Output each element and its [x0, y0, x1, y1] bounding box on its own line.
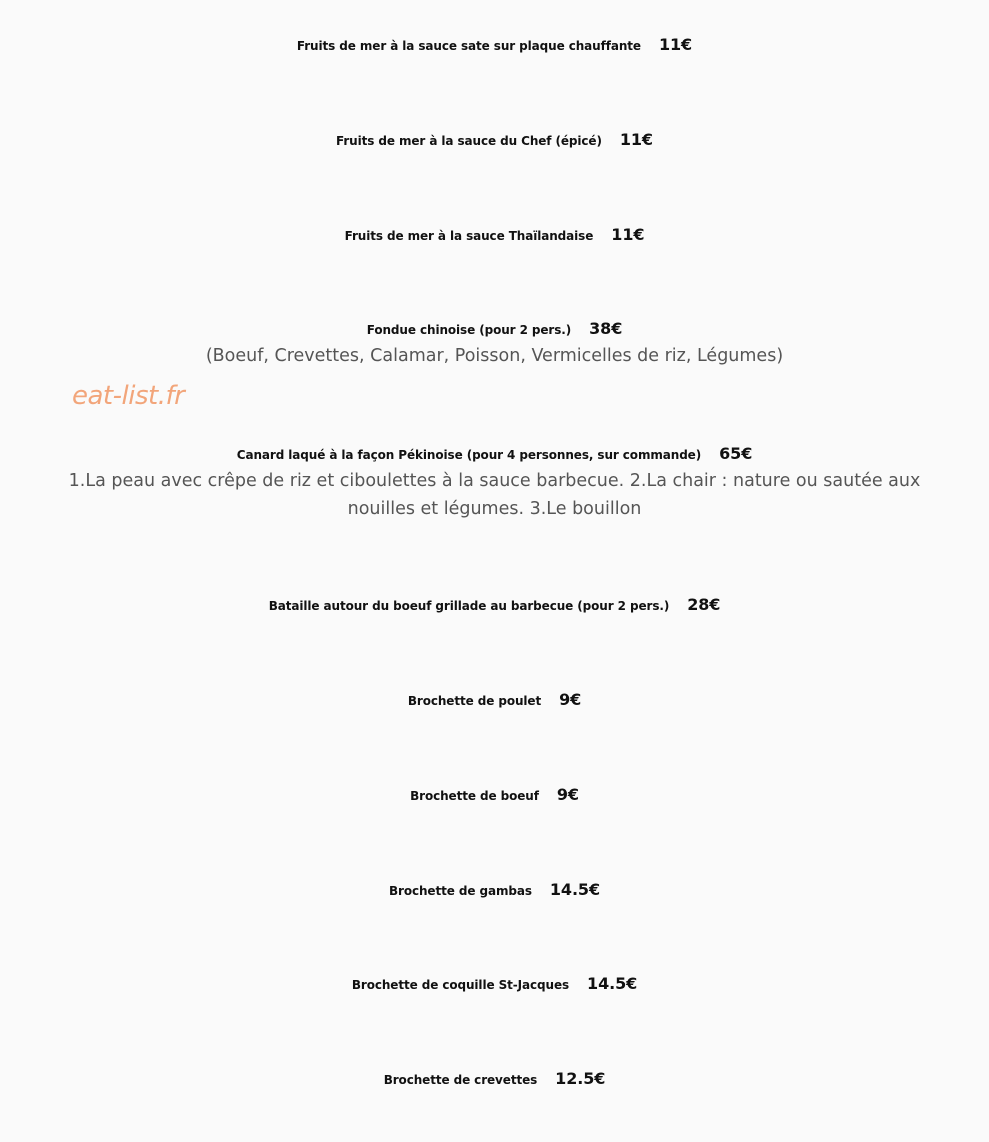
- menu-item-description: (Boeuf, Crevettes, Calamar, Poisson, Vermicelles de riz, Légumes): [205, 346, 784, 366]
- menu-item-name: Fruits de mer à la sauce Thaïlandaise: [344, 229, 594, 243]
- menu-item: [0, 128, 989, 153]
- menu-item: [0, 223, 989, 248]
- menu-item-name: Bataille autour du boeuf grillade au barbecue (pour 2 pers.): [268, 599, 670, 613]
- menu-item-name: Brochette de crevettes: [383, 1073, 538, 1087]
- menu-item: [0, 688, 989, 713]
- menu-item-price: 9€: [559, 690, 582, 709]
- menu-item-price: 11€: [658, 35, 693, 54]
- menu-item: [0, 1067, 989, 1092]
- menu-item: [0, 33, 989, 58]
- menu-item-price: 11€: [611, 225, 645, 244]
- menu-item-description: 1.La peau avec crêpe de riz et ciboulettes à la sauce barbecue. 2.La chair : nature ou sautée aux nouilles et légumes. 3.Le bouillon: [68, 471, 921, 519]
- menu-item-name: Brochette de coquille St-Jacques: [351, 978, 570, 992]
- menu-item-title: [0, 878, 989, 903]
- menu-item-name: Fondue chinoise (pour 2 pers.): [366, 323, 572, 337]
- menu-item: [0, 593, 989, 618]
- watermark-logo: eat-list.fr: [72, 381, 185, 411]
- menu-item: [0, 317, 989, 370]
- menu-item-name: Fruits de mer à la sauce sate sur plaque chauffante: [296, 39, 641, 53]
- menu-item-title: [0, 128, 989, 153]
- menu-item-price: 38€: [589, 319, 623, 338]
- menu-item-title: [0, 442, 989, 467]
- menu-item-name: Canard laqué à la façon Pékinoise (pour 4 personnes, sur commande): [236, 448, 702, 462]
- menu-item-price: 11€: [619, 130, 653, 149]
- menu-item-title: [0, 972, 989, 997]
- menu-item: [0, 442, 989, 523]
- menu-item-price: 14.5€: [587, 974, 638, 993]
- menu-item-name: Brochette de poulet: [407, 694, 542, 708]
- menu-item-title: [0, 783, 989, 808]
- menu-item-price: 14.5€: [549, 880, 601, 899]
- menu-item-price: 12.5€: [555, 1069, 606, 1088]
- menu-item-price: 65€: [719, 444, 753, 463]
- menu-item-title: [0, 593, 989, 618]
- menu-item-title: [0, 33, 989, 58]
- menu-item-title: [0, 317, 989, 342]
- menu-item-price: 28€: [687, 595, 721, 614]
- menu-item: [0, 783, 989, 808]
- menu-item-name: Brochette de boeuf: [410, 789, 539, 803]
- menu-item: [0, 878, 989, 903]
- menu-item-name: Brochette de gambas: [388, 884, 532, 898]
- menu-item: [0, 972, 989, 997]
- menu-item-name: Fruits de mer à la sauce du Chef (épicé): [336, 134, 602, 148]
- menu-item-title: [0, 1067, 989, 1092]
- menu-item-price: 9€: [556, 785, 579, 804]
- menu-item-title: [0, 223, 989, 248]
- menu-item-title: [0, 688, 989, 713]
